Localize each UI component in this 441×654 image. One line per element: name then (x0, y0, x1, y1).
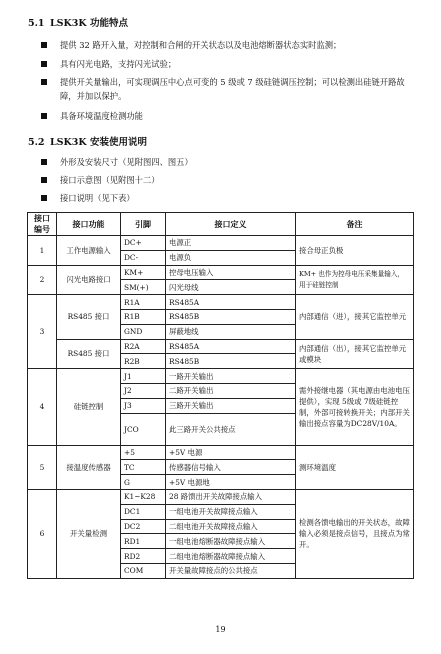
interface-function: 硅链控制 (57, 369, 121, 445)
definition-cell: 三路开关输出 (166, 398, 296, 413)
definition-cell: 开关量故障接点的公共接点 (166, 563, 296, 578)
square-bullet-icon (41, 159, 47, 165)
pin-cell: DC2 (121, 519, 166, 534)
bullet-text: 外形及安装尺寸（见附图四、图五） (60, 157, 193, 167)
table-row (28, 236, 414, 251)
bullet-item (48, 57, 420, 71)
header-cell: 接口编号 (28, 213, 57, 236)
pin-cell: G (121, 475, 166, 490)
definition-cell: 二组电池熔断器故障接点输入 (166, 549, 296, 564)
pin-cell: DC1 (121, 504, 166, 519)
interface-number: 4 (28, 369, 57, 445)
definition-cell: 一组电池开关故障接点输入 (166, 504, 296, 519)
table-row (28, 369, 414, 384)
definition-cell: RS485A (166, 339, 296, 354)
table-row (28, 339, 414, 354)
bullet-item (48, 173, 420, 187)
interface-number: 1 (28, 236, 57, 266)
definition-cell: +5V 电源 (166, 445, 296, 460)
section-number: 5.1 (28, 18, 45, 29)
bullet-text: 接口说明（见下表） (60, 193, 135, 203)
pin-cell: JCO (121, 413, 166, 445)
definition-cell: 28 路馈出开关故障接点输入 (166, 489, 296, 504)
interface-number: 2 (28, 265, 57, 295)
section-5-2-heading (28, 134, 147, 148)
definition-cell: RS485B (166, 309, 296, 324)
bullet-item (48, 155, 420, 169)
interface-function: 接温度传感器 (57, 445, 121, 489)
interface-function: 闪光电路接口 (57, 265, 121, 295)
interface-number: 6 (28, 489, 57, 578)
note-cell: 内部通信（出），接其它监控单元或模块 (296, 339, 414, 369)
header-cell: 引脚 (121, 213, 166, 236)
pin-cell: DC+ (121, 236, 166, 251)
pin-cell: J1 (121, 369, 166, 384)
definition-cell: 一路开关输出 (166, 369, 296, 384)
interface-number: 5 (28, 445, 57, 489)
square-bullet-icon (41, 61, 47, 67)
pin-cell: K1~K28 (121, 489, 166, 504)
section-title: LSK3K 功能特点 (50, 18, 128, 29)
definition-cell: 一组电池熔断器故障接点输入 (166, 534, 296, 549)
section-title: LSK3K 安装使用说明 (50, 137, 147, 148)
definition-cell: RS485B (166, 354, 296, 369)
pin-cell: +5 (121, 445, 166, 460)
note-cell: 需外接继电器（其电源由电池电压提供），实现 5级或 7级硅链控制，外部可接转换开关；内部开关输出接点容量为DC28V/10A。 (296, 369, 414, 445)
pin-cell: R1A (121, 295, 166, 310)
definition-cell: 电源正 (166, 236, 296, 251)
pin-cell: TC (121, 460, 166, 475)
interface-table (27, 212, 414, 579)
pin-cell: RD1 (121, 534, 166, 549)
table-row (28, 295, 414, 310)
definition-cell: 电源负 (166, 250, 296, 265)
square-bullet-icon (41, 79, 47, 85)
interface-function: 开关量检测 (57, 489, 121, 578)
section-5-1-heading (28, 15, 128, 29)
table-row (28, 445, 414, 460)
pin-cell: COM (121, 563, 166, 578)
pin-cell: RD2 (121, 549, 166, 564)
pin-cell: J3 (121, 398, 166, 413)
pin-cell: SM(+) (121, 280, 166, 295)
note-cell: KM+ 也作为控母电压采集量输入，用于硅链控制 (296, 265, 414, 295)
table-header-row (28, 213, 414, 236)
bullet-text: 接口示意图（见附图十二） (60, 175, 160, 185)
header-cell: 接口功能 (57, 213, 121, 236)
definition-cell: RS485A (166, 295, 296, 310)
bullet-text: 具备环境温度检测功能 (60, 111, 143, 121)
interface-function: 工作电源输入 (57, 236, 121, 266)
section-number: 5.2 (28, 137, 45, 148)
definition-cell: 此三路开关公共接点 (166, 413, 296, 445)
pin-cell: R2A (121, 339, 166, 354)
bullet-item (48, 75, 420, 103)
interface-function: RS485 接口 (57, 295, 121, 339)
definition-cell: 控母电压输入 (166, 265, 296, 280)
pin-cell: J2 (121, 383, 166, 398)
definition-cell: 二路开关输出 (166, 383, 296, 398)
interface-function: RS485 接口 (57, 339, 121, 369)
interface-number: 3 (28, 295, 57, 369)
definition-cell: 闪光母线 (166, 280, 296, 295)
header-cell: 接口定义 (166, 213, 296, 236)
definition-cell: 二组电池开关故障接点输入 (166, 519, 296, 534)
square-bullet-icon (41, 177, 47, 183)
pin-cell: R2B (121, 354, 166, 369)
pin-cell: KM+ (121, 265, 166, 280)
definition-cell: 传感器信号输入 (166, 460, 296, 475)
bullet-item (48, 38, 420, 52)
definition-cell: 屏蔽地线 (166, 324, 296, 339)
table-row (28, 489, 414, 504)
page-number: 19 (215, 625, 226, 634)
pin-cell: GND (121, 324, 166, 339)
bullet-text: 具有闪光电路，支持闪光试验； (60, 59, 177, 69)
bullet-item (48, 109, 420, 123)
bullet-text: 提供开关量输出，可实现调压中心点可变的 5 级或 7 级硅链调压控制；可以检测出硅链开路故障，并加以保护。 (60, 77, 405, 101)
bullet-text: 提供 32 路开入量，对控制和合闸的开关状态以及电池熔断器状态实时监测； (60, 40, 342, 50)
square-bullet-icon (41, 113, 47, 119)
note-cell: 接合母正负极 (296, 236, 414, 266)
pin-cell: R1B (121, 309, 166, 324)
note-cell: 测环境温度 (296, 445, 414, 489)
note-cell: 内部通信（进），接其它监控单元 (296, 295, 414, 339)
pin-cell: DC- (121, 250, 166, 265)
header-cell: 备注 (296, 213, 414, 236)
square-bullet-icon (41, 195, 47, 201)
table-row (28, 265, 414, 280)
definition-cell: +5V 电源地 (166, 475, 296, 490)
square-bullet-icon (41, 42, 47, 48)
bullet-item (48, 191, 420, 205)
note-cell: 检测各馈电输出的开关状态，故障输入必须是接点信号，且接点为常开。 (296, 489, 414, 578)
